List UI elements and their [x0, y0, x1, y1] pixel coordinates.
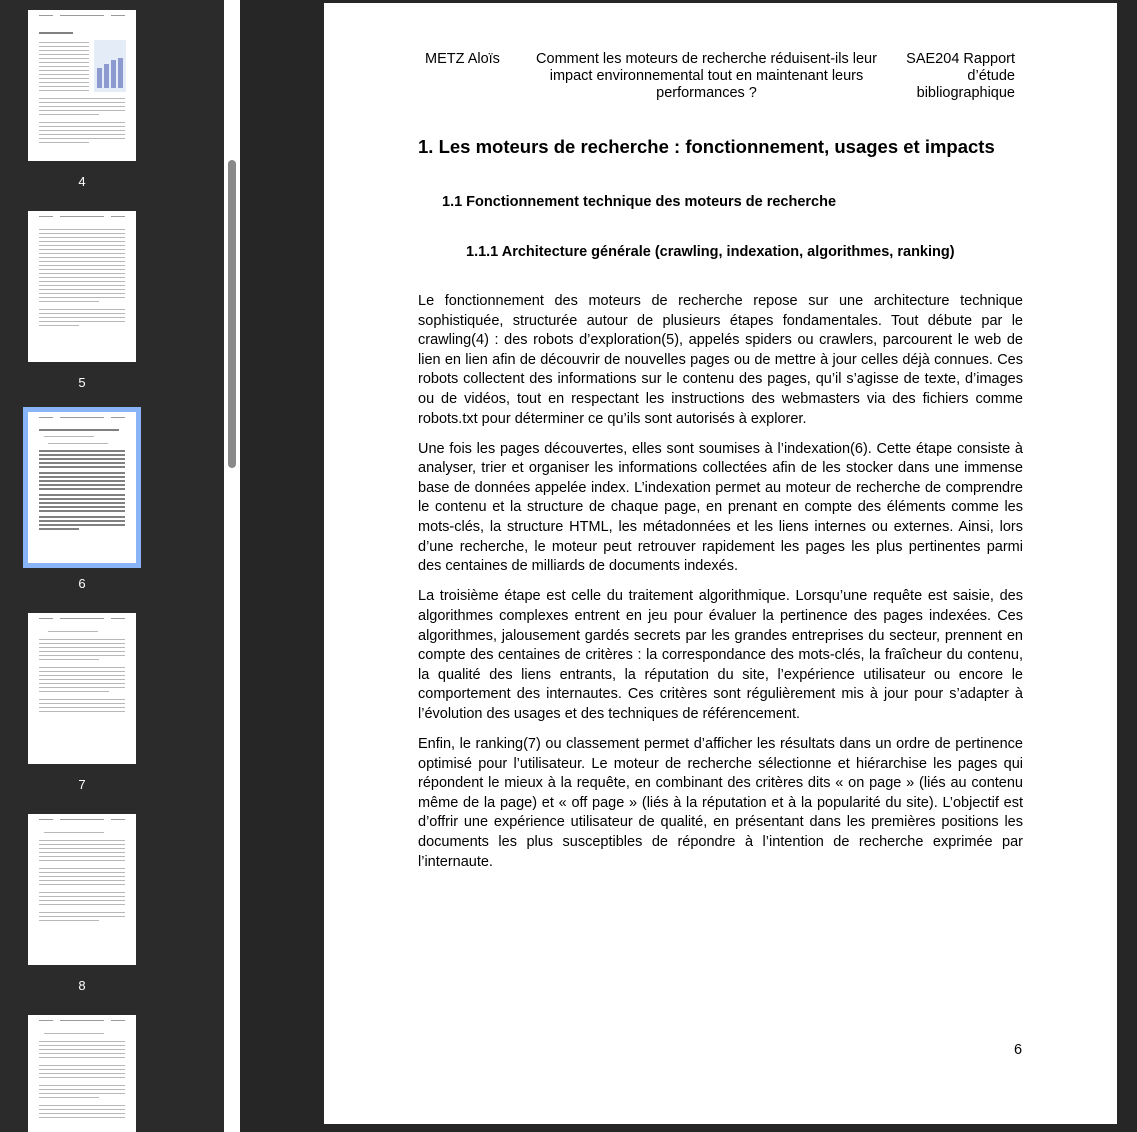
page-number: 6: [1014, 1042, 1023, 1058]
thumbnail-label: 8: [78, 978, 86, 993]
paragraph: La troisième étape est celle du traitement algorithmique. Lorsqu’une requête est saisie, des algorithmes complexes entrent en jeu pour évaluer la pertinence des pages indexées. Ces algorithmes, jalousement gardés secrets par les grandes entreprises du secteur, prennent en compte des centaines de critères : la correspondance des mots-clés, la fraîcheur du contenu, la qualité des liens entrants, la réputation du site, l’expérience utilisateur ou encore le comportement des internautes. Ces critères sont régulièrement mis à jour pour s’adapter à l’évolution des usages et des techniques de référencement.: [418, 588, 1023, 722]
header-title: Comment les moteurs de recherche réduisent-ils leur impact environnemental tout en maintenant leurs performances ?: [536, 51, 877, 101]
thumbnail-sidebar: [0, 0, 224, 1132]
thumb-header-line: [39, 15, 53, 16]
paragraph: Le fonctionnement des moteurs de recherche repose sur une architecture technique sophistiquée, structurée autour de plusieurs étapes fondamentales. Tout débute par le crawling(4) : des robots d’exploration(5), appelés spiders ou crawlers, parcourent le web de lien en lien afin de découvrir de nouvelles pages ou de mettre à jour celles déjà connues. Ces robots collectent des informations sur le contenu des pages, qu’il s’agisse de texte, d’images ou de vidéos, tout en respectant les instructions des webmasters via des fichiers comme robots.txt pour déterminer ce qu’ils sont autorisés à explorer.: [418, 293, 1023, 427]
section-heading: 1. Les moteurs de recherche : fonctionnement, usages et impacts: [418, 136, 995, 157]
sidebar-scrollbar[interactable]: [224, 0, 240, 1132]
thumbnail-label: 6: [78, 576, 86, 591]
header-course: SAE204 Rapport d’étude bibliographique: [906, 51, 1015, 101]
subsubsection-heading: 1.1.1 Architecture générale (crawling, indexation, algorithmes, ranking): [466, 244, 955, 260]
header-author: METZ Aloïs: [425, 51, 500, 67]
thumb-heading-line: [39, 32, 73, 34]
thumbnail-label: 7: [78, 777, 86, 792]
thumb-header-line: [111, 15, 125, 16]
thumbnail-label: 5: [78, 375, 86, 390]
thumbnail-label: 4: [78, 174, 86, 189]
thumbnail-page-7[interactable]: [28, 613, 136, 764]
thumbnail-page-5[interactable]: [28, 211, 136, 362]
body-text: [418, 292, 1023, 883]
thumbnail-page-6[interactable]: [28, 412, 136, 563]
document-page: [324, 3, 1117, 1124]
thumbnail-page-4[interactable]: [28, 10, 136, 161]
paragraph: Enfin, le ranking(7) ou classement permet d’afficher les résultats dans un ordre de pertinence optimisé pour l’utilisateur. Le moteur de recherche sélectionne et hiérarchise les pages qui répondent le mieux à la requête, en combinant des critères dits « on page » (liés au contenu même de la page) et « off page » (liés à la réputation et à la popularité du site). L’objectif est d’offrir une expérience utilisateur de qualité, en présentant dans les premières positions les documents les plus susceptibles de répondre à l’intention de recherche exprimée par l’internaute.: [418, 735, 1023, 870]
thumbnail-page-9[interactable]: [28, 1015, 136, 1132]
sidebar-scrollbar-thumb[interactable]: [228, 160, 236, 468]
document-viewer[interactable]: [240, 0, 1137, 1132]
thumb-chart-image: [94, 40, 126, 92]
paragraph: Une fois les pages découvertes, elles sont soumises à l’indexation(6). Cette étape consiste à analyser, trier et organiser les informations collectées afin de les stocker dans une immense base de données appelée index. L’indexation permet au moteur de recherche de comprendre le contenu et la structure de chaque page, en prenant en compte des éléments comme les mots-clés, la structure HTML, les métadonnées et les liens internes ou externes. Ainsi, lors d’une recherche, le moteur peut retrouver rapidement les pages les plus pertinentes parmi des centaines de milliards de documents indexés.: [418, 440, 1023, 575]
subsection-heading: 1.1 Fonctionnement technique des moteurs de recherche: [442, 194, 837, 210]
thumb-header-line: [60, 15, 104, 16]
thumbnail-page-8[interactable]: [28, 814, 136, 965]
